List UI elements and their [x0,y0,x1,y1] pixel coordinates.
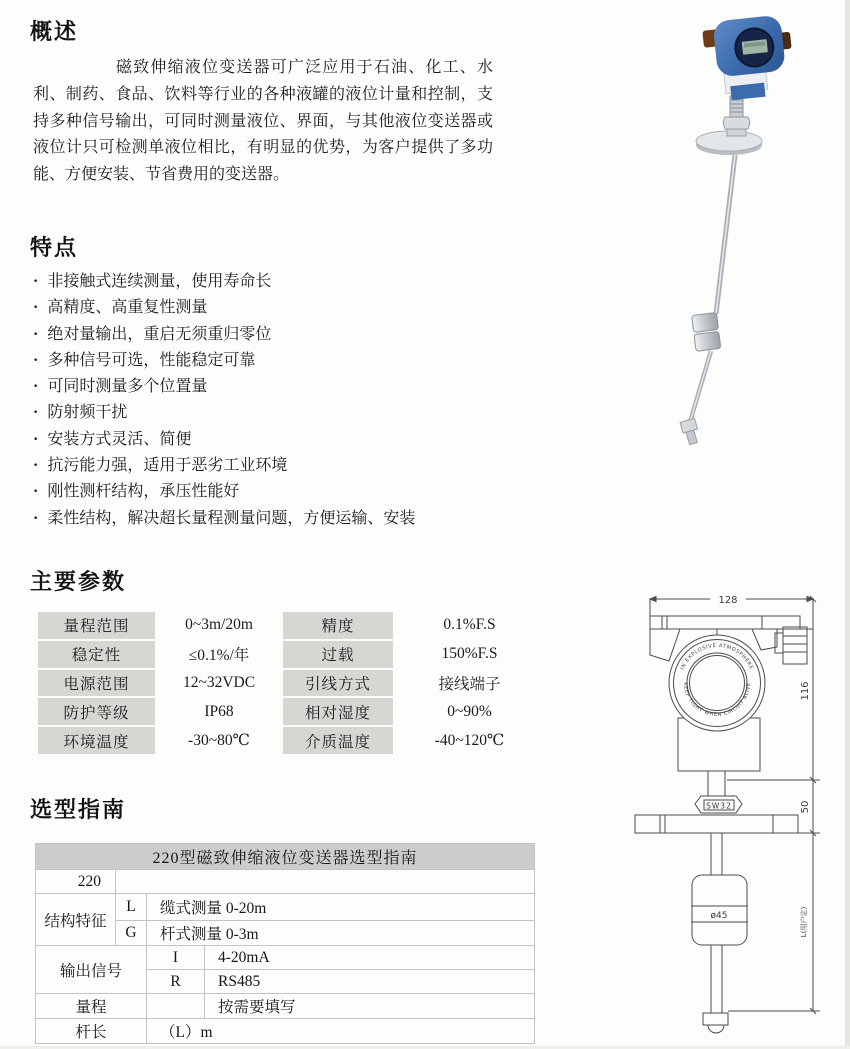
structure-code: G [116,921,147,946]
output-desc: 4-20mA [205,946,535,970]
overview-paragraph: 磁致伸缩液位变送器可广泛应用于石油、化工、水利、制药、食品、饮料等行业的各种液罐的液位计量和控制，支持多种信号输出，可同时测量液位、界面，与其他液位变送器或液位计只可检测单液位相比，有明显的优势，为客户提供了多功能、方便安装、节省费用的变送器。 [33,59,493,184]
feature-item: · 非接触式连续测量，使用寿命长 [33,269,533,295]
feature-item: · 抗污能力强，适用于恶劣工业环境 [33,453,533,479]
param-label: 过载 [283,641,393,668]
drawing-graphic [612,588,850,1048]
param-value: IP68 [204,702,234,720]
selection-table-header: 220型磁致伸缩液位变送器选型指南 [36,844,535,870]
parameters-row [38,698,546,725]
param-label: 精度 [283,612,393,639]
param-label: 介质温度 [283,727,393,754]
parameters-title: 主要参数 [30,569,127,594]
float-diameter-label: ø45 [710,911,728,921]
param-label: 相对湿度 [283,698,393,725]
model-code: 220 [36,870,116,894]
output-code: I [147,946,205,970]
hex-nut [723,117,750,129]
transmitter-photo-graphic [598,6,813,456]
transmitter-product-photo [598,6,813,456]
parameters-row [38,727,546,754]
param-value: 150%F.S [441,645,498,663]
parameters-table [38,612,546,756]
rod-length-label: 杆长 [36,1019,147,1044]
drawing-float [691,875,748,945]
rod-length-desc: （L）m [147,1019,535,1044]
ring-text-bottom: KEEP TIGHT WHEN CIRCUIT ALIVE [681,682,753,719]
parameters-row [38,641,546,668]
transmitter-head [701,14,796,103]
technical-drawing [612,588,850,1048]
feature-item: · 多种信号可选，性能稳定可靠 [33,348,533,374]
param-label: 电源范围 [38,670,155,697]
param-value: 0~90% [447,702,492,720]
structure-desc: 杆式测量 0-3m [147,921,535,946]
selection-table [35,843,535,1044]
param-value: 0.1%F.S [443,616,496,634]
range-desc: 按需要填写 [205,994,535,1019]
empty-cell [116,870,535,894]
feature-item: · 防射频干扰 [33,400,533,426]
structure-code: L [116,894,147,921]
dim-height-label: 116 [800,681,811,701]
selection-title: 选型指南 [30,797,127,822]
features-title: 特点 [30,235,79,260]
output-desc: RS485 [205,970,535,994]
param-value: ≤0.1%/年 [188,647,250,665]
feature-item: · 绝对量输出，重启无须重归零位 [33,322,533,348]
parameters-row [38,612,546,639]
param-label: 稳定性 [38,641,155,668]
param-value: -40~120℃ [434,732,505,750]
param-label: 量程范围 [38,612,155,639]
cable-gland [775,627,807,664]
feature-item: · 柔性结构，解决超长量程测量问题，方便运输、安装 [33,506,533,532]
param-label: 环境温度 [38,727,155,754]
empty-cell [147,994,205,1019]
overview-title: 概述 [30,19,79,44]
parameters-row [38,670,546,697]
param-value: 接线端子 [438,675,501,693]
feature-item: · 安装方式灵活、简便 [33,427,533,453]
param-label: 引线方式 [283,670,393,697]
drawing-flange [635,815,798,833]
ring-text-top: IN EXPLOSIVE ATMOSPHERE [679,642,755,671]
features-list [33,269,533,532]
dim-neck-label: 50 [800,800,811,814]
drawing-rod-end [703,1013,728,1025]
nut-size-label: SW32 [706,801,732,811]
structure-label: 结构特征 [36,894,116,946]
float [692,313,721,352]
dim-width-label: 128 [718,595,738,606]
feature-item: · 刚性测杆结构，承压性能好 [33,479,533,505]
param-label: 防护等级 [38,698,155,725]
param-value: -30~80℃ [188,732,250,750]
param-value: 12~32VDC [182,673,256,691]
range-label: 量程 [36,994,147,1019]
feature-item: · 高精度、高重复性测量 [33,295,533,321]
output-signal-label: 输出信号 [36,946,147,994]
structure-desc: 缆式测量 0-20m [147,894,535,921]
dim-length-label: L(用户定) [800,906,808,938]
param-value: 0~3m/20m [185,616,253,634]
output-code: R [147,970,205,994]
rod-end-stop [680,418,701,445]
feature-item: · 可同时测量多个位置量 [33,374,533,400]
